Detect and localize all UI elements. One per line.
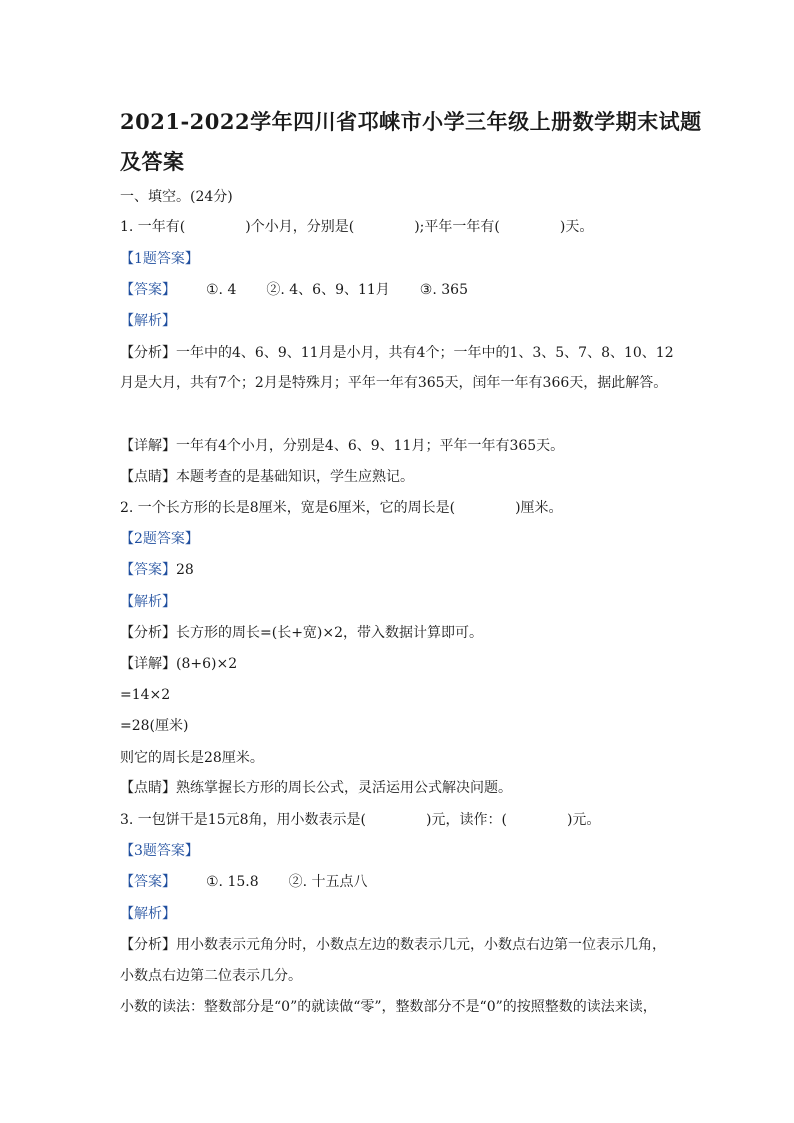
question-3	[120, 811, 600, 829]
q2-answer-value: 28	[176, 562, 194, 578]
q2-conclusion: 则它的周长是28厘米。	[120, 750, 264, 766]
q2-text-b: )厘米。	[515, 500, 563, 516]
q1-analysis-text1: 一年中的4、6、9、11月是小月，共有4个；一年中的1、3、5、7、8、10、12	[176, 345, 674, 361]
q2-answer-tag: 【2题答案】	[120, 531, 199, 547]
q1-answer-tag: 【1题答案】	[120, 251, 199, 267]
q1-answer-1: ①. 4	[206, 282, 237, 298]
q2-step-1: =14×2	[120, 687, 171, 703]
q3-text-c: )元。	[566, 812, 601, 828]
q3-analysis-line1	[120, 936, 666, 954]
q3-text-b: )元，读作：(	[426, 812, 507, 828]
q1-text-c: );平年一年有(	[414, 219, 500, 235]
document-title-line2: 及答案	[120, 149, 185, 174]
q2-comment-label: 【点睛】	[120, 780, 176, 796]
q1-text-d: )天。	[559, 219, 594, 235]
q1-analysis-line1	[120, 344, 674, 362]
question-1	[120, 218, 593, 236]
q1-answer-2: ②. 4、6、9、11月	[266, 282, 390, 298]
q2-answer-label: 【答案】	[120, 562, 176, 578]
q2-jiexi-label: 【解析】	[120, 594, 176, 610]
q1-comment-label: 【点睛】	[120, 469, 176, 485]
q2-step-2: =28(厘米)	[120, 718, 189, 734]
q2-analysis-text: 长方形的周长=(长+宽)×2，带入数据计算即可。	[176, 625, 484, 641]
q1-answer	[120, 281, 468, 299]
q3-reading-rule: 小数的读法：整数部分是“0”的就读做“零”，整数部分不是“0”的按照整数的读法来读，	[120, 999, 657, 1015]
q2-analysis-label: 【分析】	[120, 625, 176, 641]
q1-comment-text: 本题考查的是基础知识，学生应熟记。	[176, 469, 414, 485]
q1-jiexi-label: 【解析】	[120, 313, 176, 329]
q1-detail-text: 一年有4个小月，分别是4、6、9、11月；平年一年有365天。	[176, 438, 565, 454]
q2-comment-text: 熟练掌握长方形的周长公式，灵活运用公式解决问题。	[176, 780, 512, 796]
q3-analysis-line2: 小数点右边第二位表示几分。	[120, 968, 302, 984]
q1-detail	[120, 437, 564, 455]
document-title-line1: 2021-2022学年四川省邛崃市小学三年级上册数学期末试题	[120, 109, 702, 134]
q2-detail-text: (8+6)×2	[176, 656, 238, 672]
q2-detail-label: 【详解】	[120, 656, 176, 672]
q1-answer-3: ③. 365	[419, 282, 468, 298]
q1-analysis-line2: 月是大月，共有7个；2月是特殊月；平年一年有365天，闰年一年有366天，据此解答。	[120, 375, 668, 391]
q3-answer-2: ②. 十五点八	[288, 874, 368, 890]
q3-jiexi-label: 【解析】	[120, 906, 176, 922]
q2-analysis	[120, 624, 483, 642]
q1-answer-label: 【答案】	[120, 282, 176, 298]
question-2	[120, 499, 563, 517]
q3-text-a: 3. 一包饼干是15元8角，用小数表示是(	[120, 812, 366, 828]
q2-answer	[120, 561, 194, 579]
q1-detail-label: 【详解】	[120, 438, 176, 454]
section-heading: 一、填空。(24分)	[120, 189, 233, 205]
q3-analysis-text1: 用小数表示元角分时，小数点左边的数表示几元，小数点右边第一位表示几角，	[176, 937, 666, 953]
q2-comment	[120, 779, 512, 797]
q2-detail	[120, 655, 237, 673]
q3-answer-1: ①. 15.8	[206, 874, 259, 890]
q3-analysis-label: 【分析】	[120, 937, 176, 953]
q1-text-a: 1. 一年有(	[120, 219, 186, 235]
q3-answer	[120, 873, 368, 891]
q2-text-a: 2. 一个长方形的长是8厘米，宽是6厘米，它的周长是(	[120, 500, 456, 516]
q1-comment	[120, 468, 414, 486]
q3-answer-tag: 【3题答案】	[120, 843, 199, 859]
q1-text-b: )个小月，分别是(	[245, 219, 355, 235]
q3-answer-label: 【答案】	[120, 874, 176, 890]
q1-analysis-label: 【分析】	[120, 345, 176, 361]
